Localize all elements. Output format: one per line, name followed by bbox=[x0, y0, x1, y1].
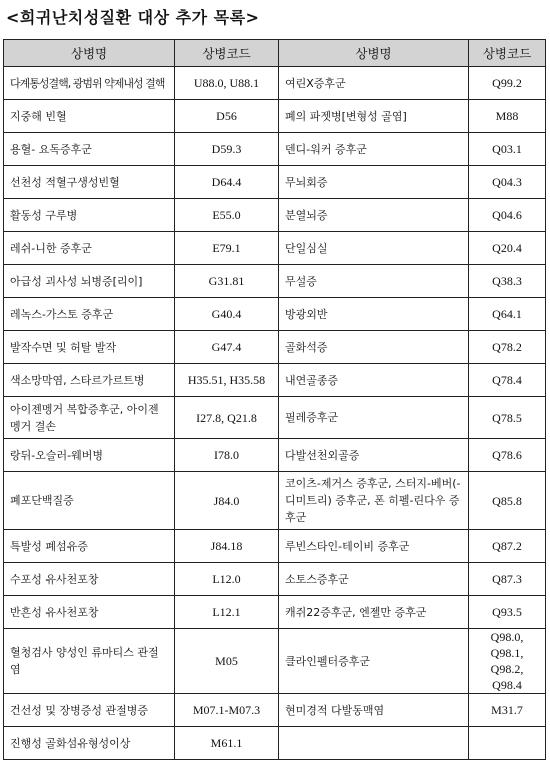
disease-name-cell: 무뇌회증 bbox=[279, 166, 469, 199]
disease-name-cell: 수포성 유사천포창 bbox=[4, 563, 175, 596]
disease-name-cell: 내연골종증 bbox=[279, 364, 469, 397]
table-row bbox=[4, 596, 546, 629]
disease-name-cell: 코이츠-제거스 증후군, 스터지-베버(-디미트리) 증후군, 폰 히펠-린다우 증후군 bbox=[279, 472, 469, 530]
table-row bbox=[4, 166, 546, 199]
disease-code-cell: E55.0 bbox=[175, 199, 279, 232]
header-disease-code-1: 상병코드 bbox=[175, 40, 279, 67]
table-row bbox=[4, 364, 546, 397]
disease-code-cell: M07.1-M07.3 bbox=[175, 694, 279, 727]
table-row bbox=[4, 397, 546, 439]
page-title: <희귀난치성질환 대상 추가 목록> bbox=[6, 8, 260, 27]
disease-code-cell: Q78.2 bbox=[469, 331, 546, 364]
disease-code-cell: Q99.2 bbox=[469, 67, 546, 100]
disease-name-cell: 캐쥐22증후군, 엔젤만 증후군 bbox=[279, 596, 469, 629]
disease-code-cell: Q04.3 bbox=[469, 166, 546, 199]
disease-name-cell: 소토스증후군 bbox=[279, 563, 469, 596]
disease-code-cell: Q78.4 bbox=[469, 364, 546, 397]
table-row bbox=[4, 232, 546, 265]
disease-code-cell: Q64.1 bbox=[469, 298, 546, 331]
table-row bbox=[4, 694, 546, 727]
disease-name-cell: 덴디-워커 증후군 bbox=[279, 133, 469, 166]
disease-code-cell: I27.8, Q21.8 bbox=[175, 397, 279, 439]
disease-name-cell: 다발선천외골증 bbox=[279, 439, 469, 472]
disease-code-cell: L12.1 bbox=[175, 596, 279, 629]
disease-code-cell: J84.0 bbox=[175, 472, 279, 530]
table-row bbox=[4, 472, 546, 530]
disease-code-cell: Q20.4 bbox=[469, 232, 546, 265]
disease-code-cell: Q04.6 bbox=[469, 199, 546, 232]
disease-code-cell: G40.4 bbox=[175, 298, 279, 331]
disease-name-cell: 활동성 구루병 bbox=[4, 199, 175, 232]
header-disease-code-2: 상병코드 bbox=[469, 40, 546, 67]
disease-code-cell: U88.0, U88.1 bbox=[175, 67, 279, 100]
disease-name-cell: 분열뇌증 bbox=[279, 199, 469, 232]
disease-name-cell: 폐포단백질증 bbox=[4, 472, 175, 530]
disease-name-cell: 여린X증후군 bbox=[279, 67, 469, 100]
table-row bbox=[4, 199, 546, 232]
disease-code-cell: Q87.3 bbox=[469, 563, 546, 596]
disease-name-cell: 반흔성 유사천포창 bbox=[4, 596, 175, 629]
disease-name-cell: 선천성 적혈구생성빈혈 bbox=[4, 166, 175, 199]
disease-code-cell: Q93.5 bbox=[469, 596, 546, 629]
disease-name-cell: 골화석증 bbox=[279, 331, 469, 364]
header-disease-name-1: 상병명 bbox=[4, 40, 175, 67]
disease-code-cell: G47.4 bbox=[175, 331, 279, 364]
table-row bbox=[4, 265, 546, 298]
disease-code-cell: M61.1 bbox=[175, 727, 279, 760]
disease-name-cell: 방광외반 bbox=[279, 298, 469, 331]
table-row bbox=[4, 530, 546, 563]
disease-code-cell: Q78.5 bbox=[469, 397, 546, 439]
disease-code-cell: M31.7 bbox=[469, 694, 546, 727]
disease-name-cell: 폐의 파젯병[변형성 골염] bbox=[279, 100, 469, 133]
disease-name-cell: 아이젠멩거 복합증후군, 아이젠멩거 결손 bbox=[4, 397, 175, 439]
disease-name-cell: 현미경적 다발동맥염 bbox=[279, 694, 469, 727]
disease-code-cell: D59.3 bbox=[175, 133, 279, 166]
disease-code-cell: Q78.6 bbox=[469, 439, 546, 472]
disease-code-cell: L12.0 bbox=[175, 563, 279, 596]
disease-name-cell: 단일심실 bbox=[279, 232, 469, 265]
disease-name-cell: 다계통성결핵, 광범위 약제내성 결핵 bbox=[4, 67, 175, 100]
disease-name-cell: 건선성 및 장병증성 관절병증 bbox=[4, 694, 175, 727]
disease-name-cell: 색소망막염, 스타르가르트병 bbox=[4, 364, 175, 397]
disease-code-cell bbox=[469, 727, 546, 760]
disease-table bbox=[3, 39, 546, 760]
disease-name-cell: 용혈- 요독증후군 bbox=[4, 133, 175, 166]
disease-name-cell: 레쉬-니한 증후군 bbox=[4, 232, 175, 265]
disease-name-cell: 랑뒤-오슬러-웨버병 bbox=[4, 439, 175, 472]
disease-code-cell: M88 bbox=[469, 100, 546, 133]
disease-name-cell: 레녹스-가스토 증후군 bbox=[4, 298, 175, 331]
disease-name-cell: 무설증 bbox=[279, 265, 469, 298]
disease-code-cell: Q98.0, Q98.1, Q98.2, Q98.4 bbox=[469, 629, 546, 694]
table-row bbox=[4, 133, 546, 166]
table-row bbox=[4, 67, 546, 100]
disease-name-cell: 아급성 괴사성 뇌병증[리이] bbox=[4, 265, 175, 298]
table-row bbox=[4, 100, 546, 133]
disease-name-cell: 혈청검사 양성인 류마티스 관절염 bbox=[4, 629, 175, 694]
disease-name-cell: 루빈스타인-테이비 증후군 bbox=[279, 530, 469, 563]
disease-code-cell: Q03.1 bbox=[469, 133, 546, 166]
disease-code-cell: D64.4 bbox=[175, 166, 279, 199]
disease-code-cell: E79.1 bbox=[175, 232, 279, 265]
disease-name-cell: 특발성 폐섬유증 bbox=[4, 530, 175, 563]
table-row bbox=[4, 331, 546, 364]
disease-code-cell: Q87.2 bbox=[469, 530, 546, 563]
disease-name-cell: 발작수면 및 허탈 발작 bbox=[4, 331, 175, 364]
table-row bbox=[4, 563, 546, 596]
disease-code-cell: D56 bbox=[175, 100, 279, 133]
table-header-row bbox=[4, 40, 546, 67]
disease-code-cell: G31.81 bbox=[175, 265, 279, 298]
disease-name-cell bbox=[279, 727, 469, 760]
disease-name-cell: 클라인펠터증후군 bbox=[279, 629, 469, 694]
table-row bbox=[4, 727, 546, 760]
disease-code-cell: M05 bbox=[175, 629, 279, 694]
table-row bbox=[4, 298, 546, 331]
disease-code-cell: I78.0 bbox=[175, 439, 279, 472]
disease-code-cell: J84.18 bbox=[175, 530, 279, 563]
disease-code-cell: H35.51, H35.58 bbox=[175, 364, 279, 397]
disease-code-cell: Q85.8 bbox=[469, 472, 546, 530]
disease-name-cell: 진행성 골화섬유형성이상 bbox=[4, 727, 175, 760]
disease-name-cell: 필레증후군 bbox=[279, 397, 469, 439]
header-disease-name-2: 상병명 bbox=[279, 40, 469, 67]
table-row bbox=[4, 439, 546, 472]
disease-code-cell: Q38.3 bbox=[469, 265, 546, 298]
table-row bbox=[4, 629, 546, 694]
disease-name-cell: 지중해 빈혈 bbox=[4, 100, 175, 133]
